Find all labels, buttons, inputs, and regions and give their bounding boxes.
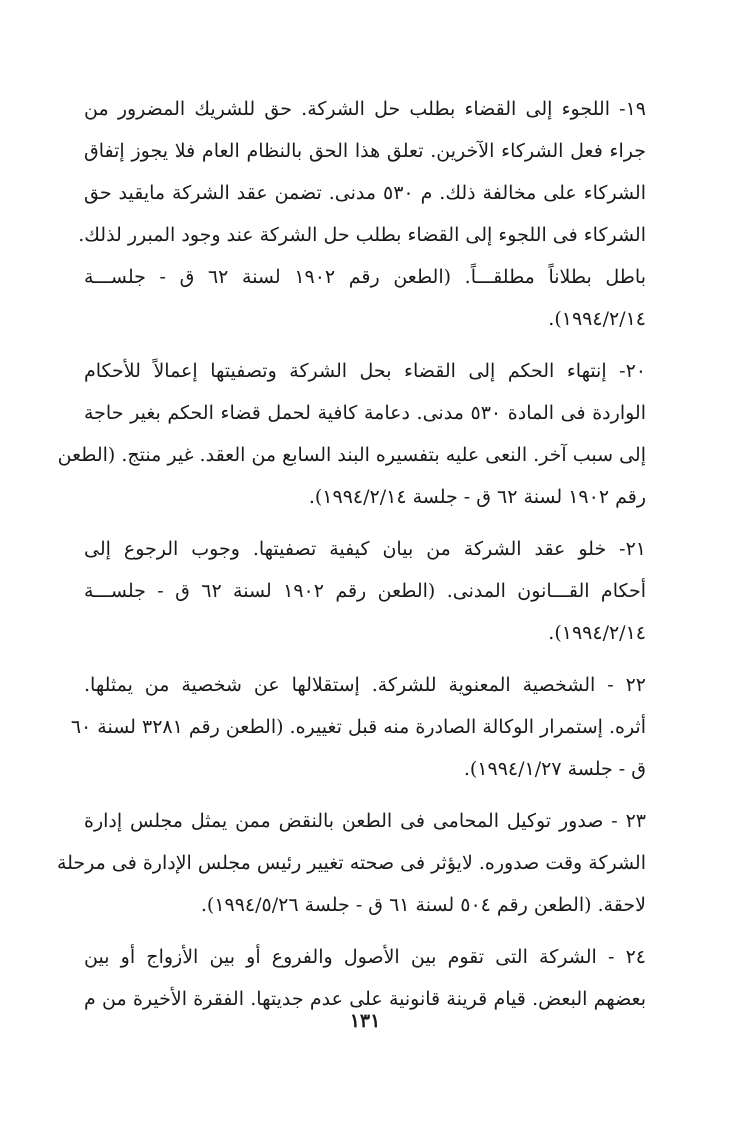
entry-20 bbox=[57, 350, 646, 518]
entry-20-line-4: رقم ١٩٠٢ لسنة ٦٢ ق - جلسة ١٩٩٤/٢/١٤). bbox=[308, 486, 646, 508]
entry-22-line-1: ٢٢ - الشخصية المعنوية للشركة. إستقلالها عن شخصية من يمثلها. bbox=[84, 674, 646, 696]
entry-23-line-3: لاحقة. (الطعن رقم ٥٠٤ لسنة ٦١ ق - جلسة ١٩٩٤/٥/٢٦). bbox=[200, 894, 646, 916]
entry-21-line-1: ٢١- خلو عقد الشركة من بيان كيفية تصفيتها. وجوب الرجوع إلى bbox=[84, 538, 646, 560]
entry-24-line-2: بعضهم البعض. قيام قرينة قانونية على عدم جديتها. الفقرة الأخيرة من م bbox=[84, 988, 646, 1010]
entry-20-line-1: ٢٠- إنتهاء الحكم إلى القضاء بحل الشركة وتصفيتها إعمالاً للأحكام bbox=[84, 360, 646, 382]
entry-20-line-3: إلى سبب آخر. النعى عليه بتفسيره البند السابع من العقد. غير منتج. (الطعن bbox=[57, 444, 646, 466]
entry-24-line-1: ٢٤ - الشركة التى تقوم بين الأصول والفروع أو بين الأزواج أو بين bbox=[84, 946, 646, 968]
entry-19-line-4: الشركاء فى اللجوء إلى القضاء بطلب حل الشركة عند وجود المبرر لذلك. bbox=[78, 224, 646, 246]
entry-21-line-3: ١٩٩٤/٢/١٤). bbox=[548, 622, 646, 644]
entry-22 bbox=[70, 664, 646, 790]
entry-23 bbox=[56, 800, 646, 926]
entry-21 bbox=[84, 528, 646, 654]
entry-22-line-3: ق - جلسة ١٩٩٤/١/٢٧). bbox=[463, 758, 646, 780]
entry-19-line-5: باطل بطلاناً مطلقـــاً. (الطعن رقم ١٩٠٢ لسنة ٦٢ ق - جلســـة bbox=[84, 266, 646, 288]
entry-21-line-2: أحكام القـــانون المدنى. (الطعن رقم ١٩٠٢ لسنة ٦٢ ق - جلســـة bbox=[84, 580, 646, 602]
page-body bbox=[56, 88, 646, 1030]
entry-24 bbox=[84, 936, 646, 1020]
entry-23-line-1: ٢٣ - صدور توكيل المحامى فى الطعن بالنقض ممن يمثل مجلس إدارة bbox=[84, 810, 646, 832]
entry-23-line-2: الشركة وقت صدوره. لايؤثر فى صحته تغيير رئيس مجلس الإدارة فى مرحلة bbox=[56, 852, 646, 874]
entry-22-line-2: أثره. إستمرار الوكالة الصادرة منه قبل تغييره. (الطعن رقم ٣٢٨١ لسنة ٦٠ bbox=[70, 716, 646, 738]
entry-19-line-2: جراء فعل الشركاء الآخرين. تعلق هذا الحق بالنظام العام فلا يجوز إتفاق bbox=[84, 140, 646, 162]
entry-19 bbox=[78, 88, 646, 340]
page-number: ١٣١ bbox=[349, 1010, 381, 1032]
entry-19-line-6: ١٩٩٤/٢/١٤). bbox=[548, 308, 646, 330]
entry-20-line-2: الواردة فى المادة ٥٣٠ مدنى. دعامة كافية لحمل قضاء الحكم بغير حاجة bbox=[84, 402, 646, 424]
entry-19-line-3: الشركاء على مخالفة ذلك. م ٥٣٠ مدنى. تضمن عقد الشركة مايقيد حق bbox=[84, 182, 646, 204]
entry-19-line-1: ١٩- اللجوء إلى القضاء بطلب حل الشركة. حق للشريك المضرور من bbox=[84, 98, 646, 120]
